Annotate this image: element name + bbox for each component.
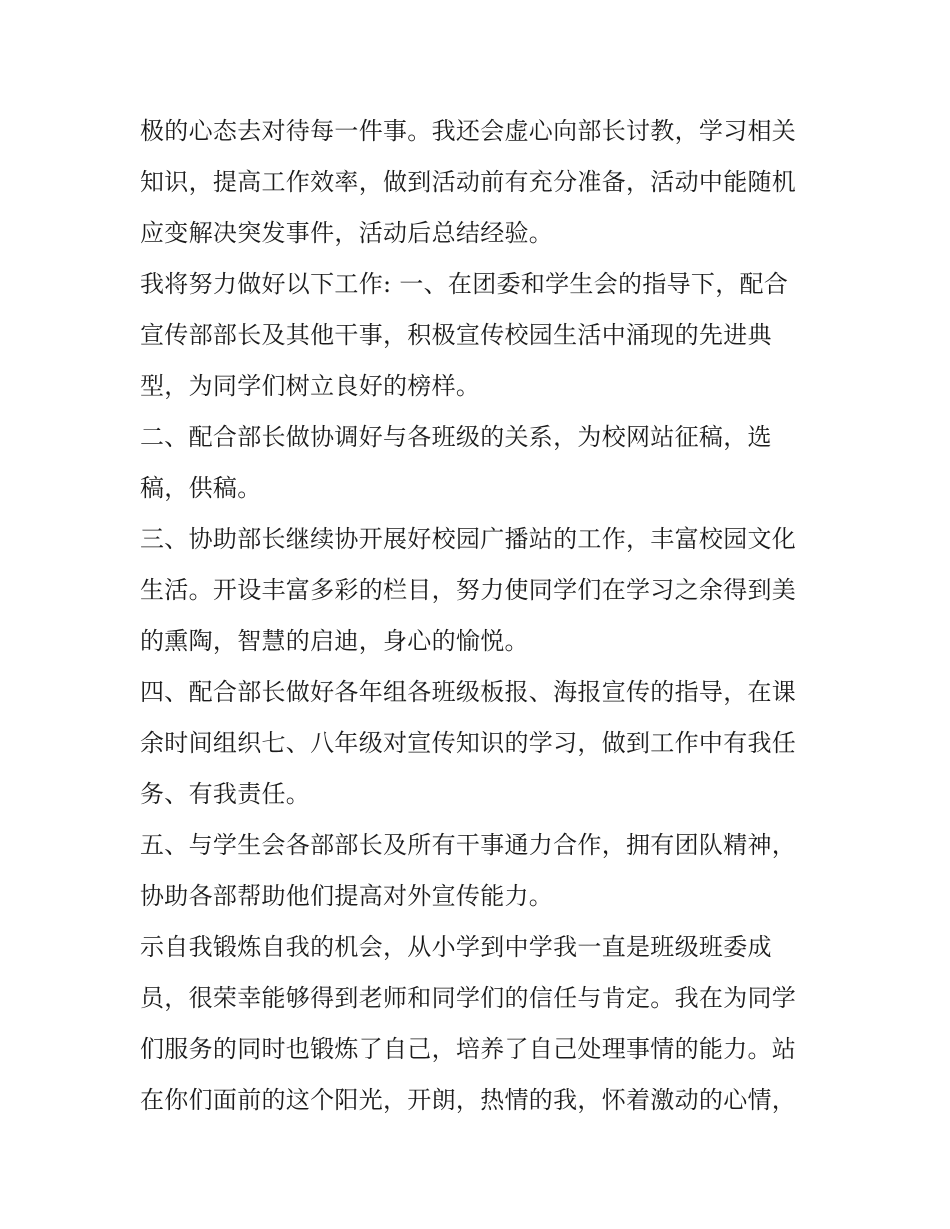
text-line: 示自我锻炼自我的机会，从小学到中学我一直是班级班委成 — [140, 933, 772, 961]
text-line: 我将努力做好以下工作: 一、在团委和学生会的指导下，配合 — [140, 270, 789, 298]
text-line: 稿，供稿。 — [140, 474, 262, 502]
text-line: 的熏陶，智慧的启迪，身心的愉悦。 — [140, 627, 529, 655]
text-line: 三、协助部长继续协开展好校园广播站的工作，丰富校园文化 — [140, 525, 797, 553]
text-line: 协助各部帮助他们提高对外宣传能力。 — [140, 882, 554, 910]
text-line: 知识，提高工作效率，做到活动前有充分准备，活动中能随机 — [140, 168, 797, 196]
text-line: 务、有我责任。 — [140, 780, 311, 808]
text-line: 们服务的同时也锻炼了自己，培养了自己处理事情的能力。站 — [140, 1035, 797, 1063]
text-line: 生活。开设丰富多彩的栏目，努力使同学们在学习之余得到美 — [140, 576, 797, 604]
text-line: 型，为同学们树立良好的榜样。 — [140, 372, 481, 400]
text-line: 四、配合部长做好各年组各班级板报、海报宣传的指导，在课 — [140, 678, 797, 706]
text-line: 员，很荣幸能够得到老师和同学们的信任与肯定。我在为同学 — [140, 984, 797, 1012]
document-body — [140, 106, 840, 1126]
text-line: 宣传部部长及其他干事，积极宣传校园生活中涌现的先进典 — [140, 321, 772, 349]
text-line: 在你们面前的这个阳光，开朗，热情的我，怀着激动的心情， — [140, 1086, 797, 1114]
text-line: 应变解决突发事件，活动后总结经验。 — [140, 219, 554, 247]
text-line: 二、配合部长做协调好与各班级的关系，为校网站征稿，选 — [140, 423, 772, 451]
text-line: 五、与学生会各部部长及所有干事通力合作，拥有团队精神， — [140, 831, 797, 859]
text-line: 极的心态去对待每一件事。我还会虚心向部长讨教，学习相关 — [140, 117, 797, 145]
text-line: 余时间组织七、八年级对宣传知识的学习，做到工作中有我任 — [140, 729, 797, 757]
